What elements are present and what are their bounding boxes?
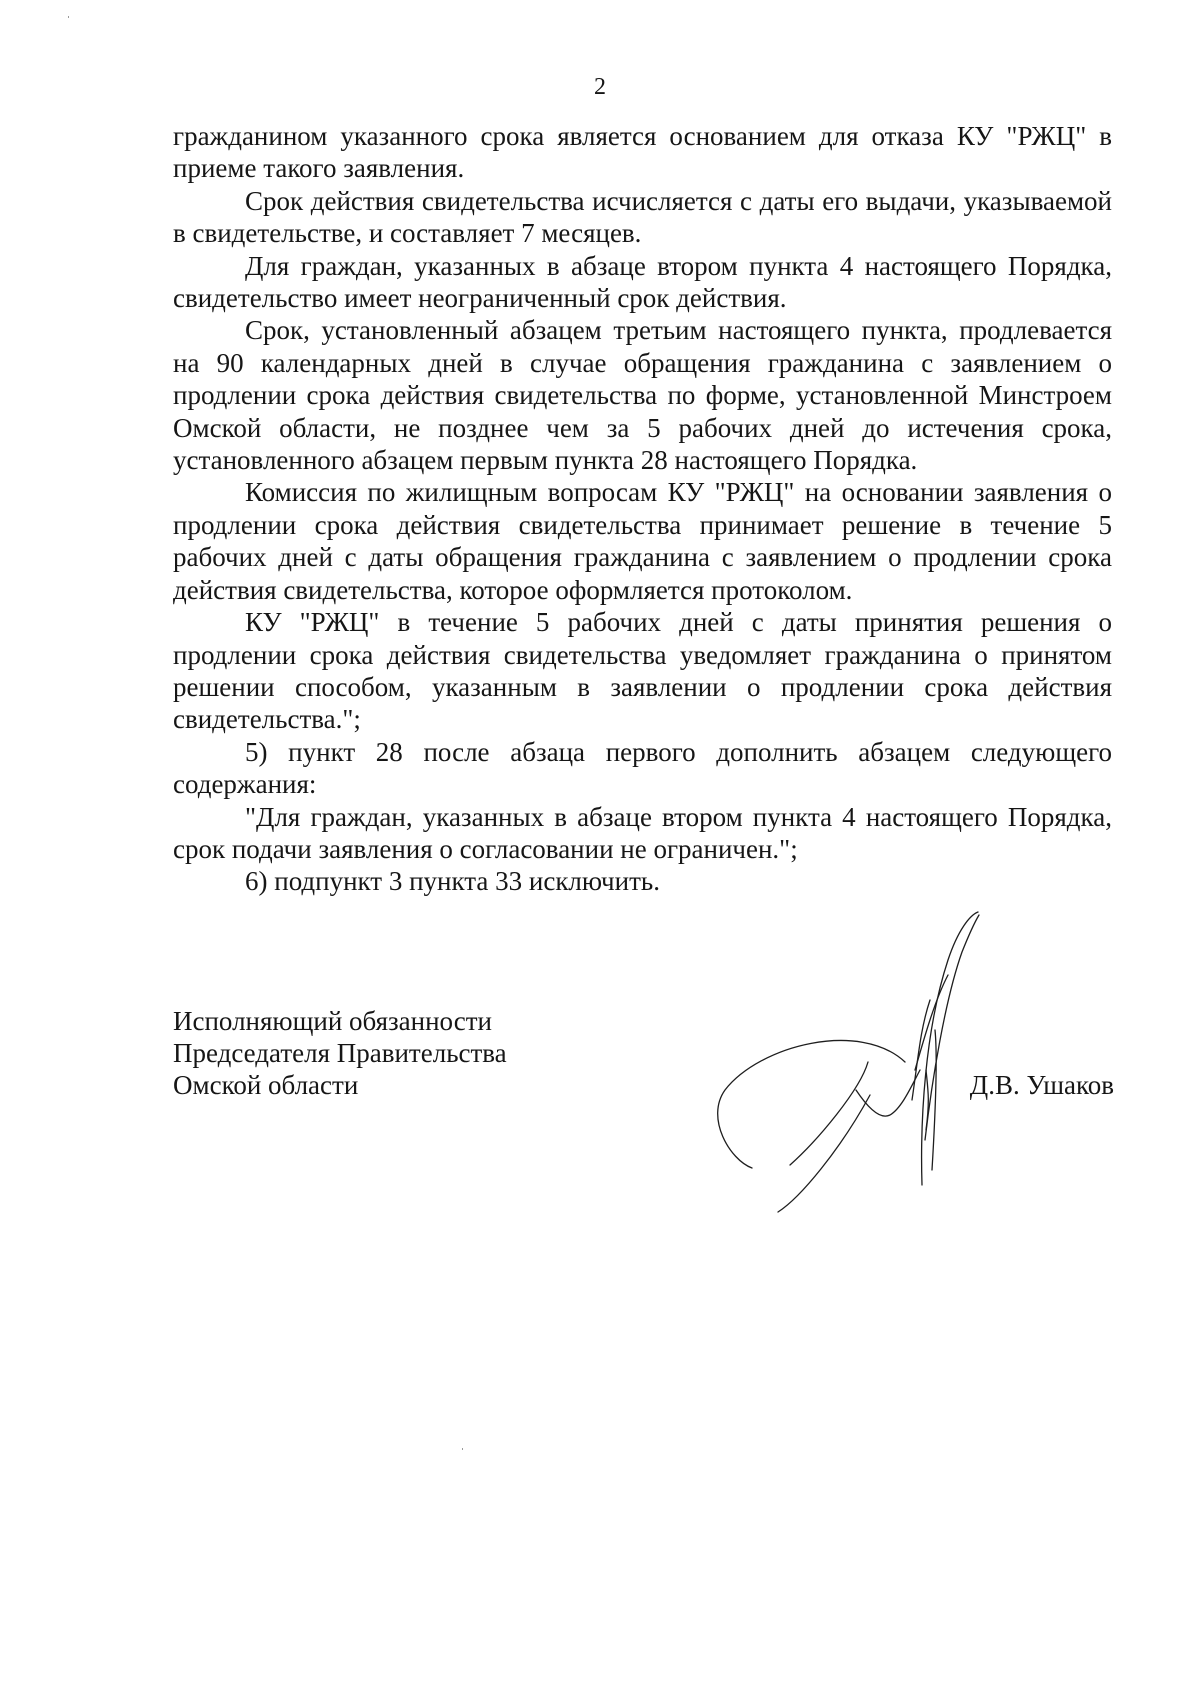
paragraph-unlimited-term: Для граждан, указанных в абзаце втором пункта 4 настоящего Порядка, свидетельство имеет неограниченный срок действия. (173, 250, 1112, 314)
paragraph-validity-term: Срок действия свидетельства исчисляется с даты его выдачи, указываемой в свидетельстве, и составляет 7 месяцев. (173, 185, 1112, 249)
document-body (173, 120, 1112, 898)
signer-position-line: Исполняющий обязанности (173, 1006, 492, 1036)
paragraph-extension: Срок, установленный абзацем третьим настоящего пункта, продлевается на 90 календарных дней в случае обращения гражданина с заявлением о продлении срока действия свидетельства по форме, установленной Минстроем Омской области, не позднее чем за 5 рабочих дней до истечения срока, установленного абзацем первым пункта 28 настоящего Порядка. (173, 315, 1112, 476)
paragraph-item-5: 5) пункт 28 после абзаца первого дополнить абзацем следующего содержания: (173, 736, 1112, 800)
signer-position-line: Омской области (173, 1070, 359, 1100)
signer-position (173, 1005, 507, 1101)
paragraph-notification: КУ "РЖЦ" в течение 5 рабочих дней с даты принятия решения о продлении срока действия свидетельства уведомляет гражданина о принятом решении способом, указанным в заявлении о продлении срока действия свидетельства."; (173, 607, 1112, 735)
paragraph-item-6: 6) подпункт 3 пункта 33 исключить. (245, 866, 660, 897)
paragraph-continuation: гражданином указанного срока является основанием для отказа КУ "РЖЦ" в приеме такого заявления. (173, 121, 1112, 184)
signer-name: Д.В. Ушаков (969, 1070, 1114, 1100)
paragraph-item-5-quote: "Для граждан, указанных в абзаце втором пункта 4 настоящего Порядка, срок подачи заявления о согласовании не ограничен."; (173, 801, 1112, 864)
scan-speck (462, 1448, 463, 1450)
signer-position-line: Председателя Правительства (173, 1038, 507, 1068)
scan-speck (68, 16, 69, 18)
page-number: 2 (594, 74, 606, 100)
paragraph-commission: Комиссия по жилищным вопросам КУ "РЖЦ" на основании заявления о продлении срока действия свидетельства принимает решение в течение 5 рабочих дней с даты обращения гражданина с заявлением о продлении срока действия свидетельства, которое оформляется протоколом. (173, 477, 1112, 605)
